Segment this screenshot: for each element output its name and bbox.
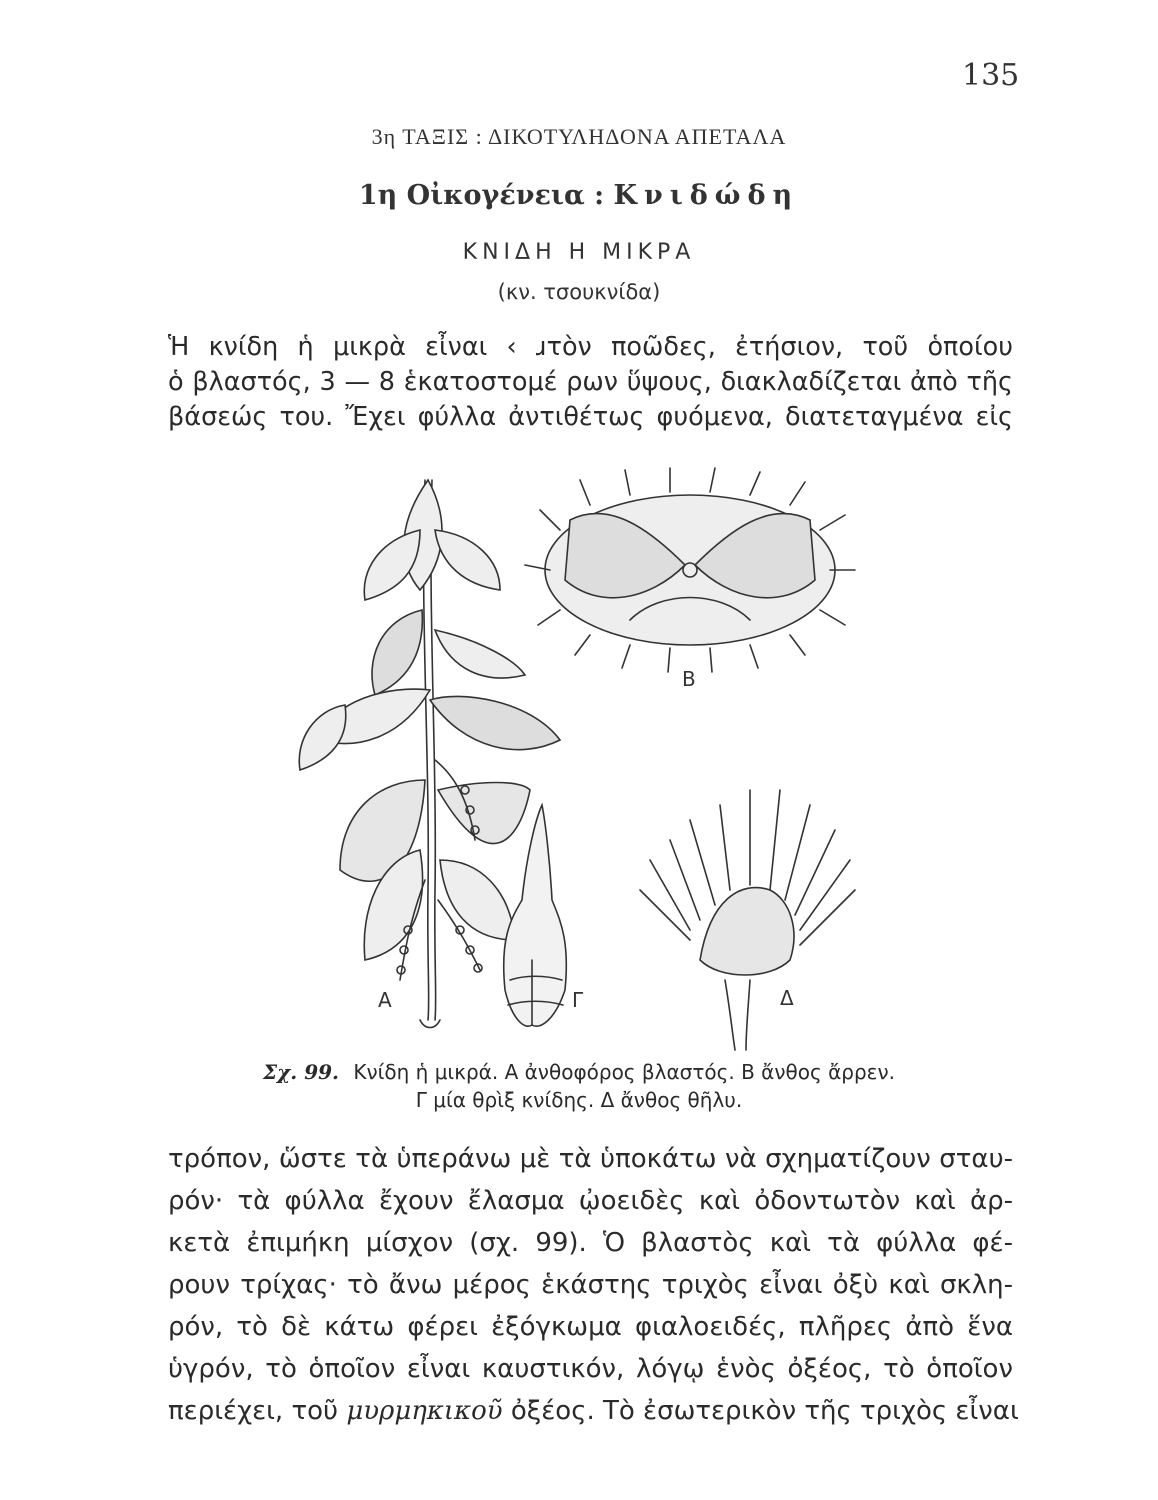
- paragraph-line: κετὰ ἐπιμήκη μίσχον (σχ. 99). Ὁ βλαστὸς καὶ τὰ φύλλα φέ-: [168, 1228, 1013, 1258]
- figure-label-g: Γ: [572, 988, 584, 1012]
- paragraph-description: [168, 1138, 1019, 1432]
- figure-label-b: Β: [682, 667, 696, 691]
- paragraph-line-last: [168, 1390, 1019, 1432]
- section-heading: 3η ΤΑΞΙΣ : ΔΙΚΟΤΥΛΗΔΟΝΑ ΑΠΕΤΑΛΑ: [371, 124, 787, 149]
- caption-text-1: Κνίδη ἡ μικρά. Α ἀνθοφόρος βλαστός. Β ἄνθος ἄρρεν.: [353, 1060, 896, 1084]
- figure-d-female-flower-drawing: [640, 790, 855, 1050]
- paragraph-line: ρόν, τὸ δὲ κάτω φέρει ἐξόγκωμα φιαλοειδές, πλῆρες ἀπὸ ἕνα: [168, 1312, 1013, 1342]
- paragraph-line: βάσεώς του. Ἔχει φύλλα ἀντιθέτως φυόμενα, διατεταγμένα εἰς: [168, 402, 1013, 432]
- figure-b-male-flower-drawing: [525, 468, 855, 672]
- figure-g-hair-drawing: [504, 805, 567, 1026]
- line-text-before: περιέχει, τοῦ: [168, 1396, 339, 1426]
- figure-caption-line-1: [0, 1060, 1158, 1084]
- paragraph-line: ὑγρόν, τὸ ὁποῖον εἶναι καυστικόν, λόγῳ ἑνὸς ὀξέος, τὸ ὁποῖον: [168, 1354, 1013, 1384]
- family-name: Κνιδώδη: [613, 180, 800, 211]
- paragraph-line: ὁ βλαστός, 3 — 8 ἑκατοστομέ ρων ὕψους, διακλαδίζεται ἀπὸ τῆς: [168, 367, 1013, 397]
- page-number: 135: [962, 58, 1020, 93]
- common-name: (κν. τσουκνίδα): [497, 280, 661, 304]
- paragraph-intro: [168, 330, 1013, 435]
- paragraph-line: τρόπον, ὥστε τὰ ὑπεράνω μὲ τὰ ὑποκάτω νὰ σχηματίζουν σταυ-: [168, 1144, 1013, 1174]
- line-text-after: ὀξέος. Τὸ ἐσωτερικὸν τῆς τριχὸς εἶναι: [510, 1396, 1019, 1426]
- figure-label-d: Δ: [780, 986, 794, 1010]
- paragraph-line: Ἡ κνίδη ἡ μικρὰ εἶναι ‹ ɹτὸν ποῶδες, ἐτήσιον, τοῦ ὁποίου: [168, 332, 1013, 362]
- paragraph-line: ρόν· τὰ φύλλα ἔχουν ἔλασμα ᾠοειδὲς καὶ ὀδοντωτὸν καὶ ἀρ-: [168, 1186, 1013, 1216]
- paragraph-line: ρουν τρίχας· τὸ ἄνω μέρος ἑκάστης τριχὸς εἶναι ὀξὺ καὶ σκλη-: [168, 1270, 1013, 1300]
- figure-label-a: Α: [378, 988, 392, 1012]
- species-title: ΚΝΙΔΗ Η ΜΙΚΡΑ: [462, 240, 696, 265]
- figure-caption-line-2: Γ μία θρὶξ κνίδης. Δ ἄνθος θῆλυ.: [415, 1088, 743, 1112]
- figure-number: Σχ. 99.: [262, 1060, 339, 1084]
- nettle-illustration: [270, 460, 990, 1060]
- line-text-italic: μυρμηκικοῦ: [346, 1396, 503, 1426]
- family-prefix: 1η Οἰκογένεια :: [358, 180, 605, 211]
- family-heading: [0, 180, 1158, 211]
